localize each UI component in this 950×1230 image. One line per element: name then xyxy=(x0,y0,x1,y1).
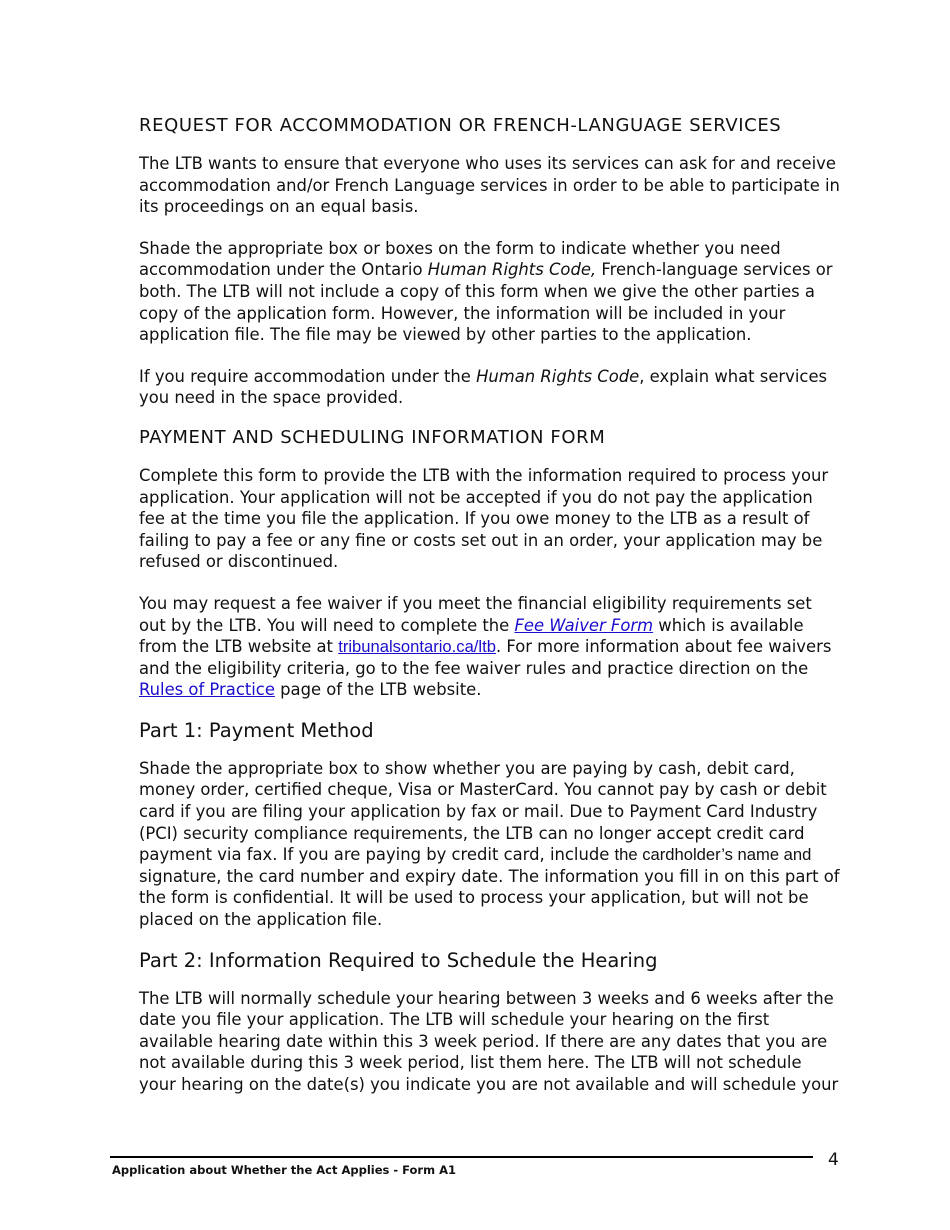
footer-form-title: Application about Whether the Act Applies - Form A1 xyxy=(112,1163,456,1177)
payment-p2-text-a: You may request a fee waiver if you meet the financial eligibility requirements set out by the LTB. You will need to complete the xyxy=(139,593,812,635)
accommodation-p2-text-a: Shade the appropriate box or boxes on the form to indicate whether you need accommodation under the Ontario xyxy=(139,238,781,280)
accommodation-p3-text-b: , explain what services you need in the space provided. xyxy=(139,366,828,408)
part2-paragraph: The LTB will normally schedule your hearing between 3 weeks and 6 weeks after the date you file your application. The LTB will schedule your hearing on the first available hearing date within this 3 week period. If there are any dates that you are not available during this 3 week period, list them here. The LTB will not schedule your hearing on the date(s) you indicate you are not available and will schedule your xyxy=(139,988,839,1094)
payment-paragraph-2 xyxy=(139,593,843,701)
accommodation-paragraph-2 xyxy=(139,238,843,346)
human-rights-code-italic-2: Human Rights Code xyxy=(476,366,640,386)
human-rights-code-italic: Human Rights Code, xyxy=(427,260,597,280)
accommodation-p2-text-b: French-language services or both. The LTB will not include a copy of this form when we give the other parties a copy of the application form. However, the information will be included in your application file. The file may be viewed by other parties to the application. xyxy=(139,260,833,345)
accommodation-heading: REQUEST FOR ACCOMMODATION OR FRENCH-LANGUAGE SERVICES xyxy=(139,115,782,136)
tribunals-ontario-link[interactable]: tribunalsontario.ca/ltb xyxy=(338,637,496,657)
page-number: 4 xyxy=(828,1150,839,1170)
page-content xyxy=(139,113,843,1116)
part1-paragraph xyxy=(139,758,843,931)
payment-p2-text-d: page of the LTB website. xyxy=(274,680,482,700)
footer-divider xyxy=(110,1156,813,1158)
accommodation-paragraph-3 xyxy=(139,366,843,409)
payment-p2-text-c: . For more information about fee waivers and the eligibility criteria, go to the fee waiver rules and practice direction on the xyxy=(139,637,832,678)
part1-heading: Part 1: Payment Method xyxy=(139,718,374,742)
part1-text-a: Shade the appropriate box to show whether you are paying by cash, debit card, money order, certified cheque, Visa or MasterCard. You cannot pay by cash or debit card if you are filing your application by fax or mail. Due to Payment Card Industry (PCI) security compliance requirements, the LTB can no longer accept credit card payment via fax. If you are paying by credit card, include xyxy=(139,758,827,865)
part1-text-sans: the cardholder’s name and xyxy=(614,845,812,865)
payment-heading: PAYMENT AND SCHEDULING INFORMATION FORM xyxy=(139,426,606,448)
fee-waiver-form-link[interactable]: Fee Waiver Form xyxy=(514,615,654,635)
rules-of-practice-link[interactable]: Rules of Practice xyxy=(139,680,275,700)
accommodation-p3-text-a: If you require accommodation under the xyxy=(139,366,477,386)
payment-p2-text-b: which is available from the LTB website at xyxy=(139,615,804,657)
payment-paragraph-1: Complete this form to provide the LTB with the information required to process your application. Your application will not be accepted if you do not pay the application fee at the time you file the application. If you owe money to the LTB as a result of failing to pay a fee or any fine or costs set out in an order, your application may be refused or discontinued. xyxy=(139,465,829,572)
accommodation-paragraph-1: The LTB wants to ensure that everyone who uses its services can ask for and receive accommodation and/or French Language services in order to be able to participate in its proceedings on an equal basis. xyxy=(139,154,840,217)
part1-text-b: signature, the card number and expiry date. The information you fill in on this part of the form is confidential. It will be used to process your application, but will not be placed on the application file. xyxy=(139,866,840,930)
part2-heading: Part 2: Information Required to Schedule the Hearing xyxy=(139,948,658,972)
